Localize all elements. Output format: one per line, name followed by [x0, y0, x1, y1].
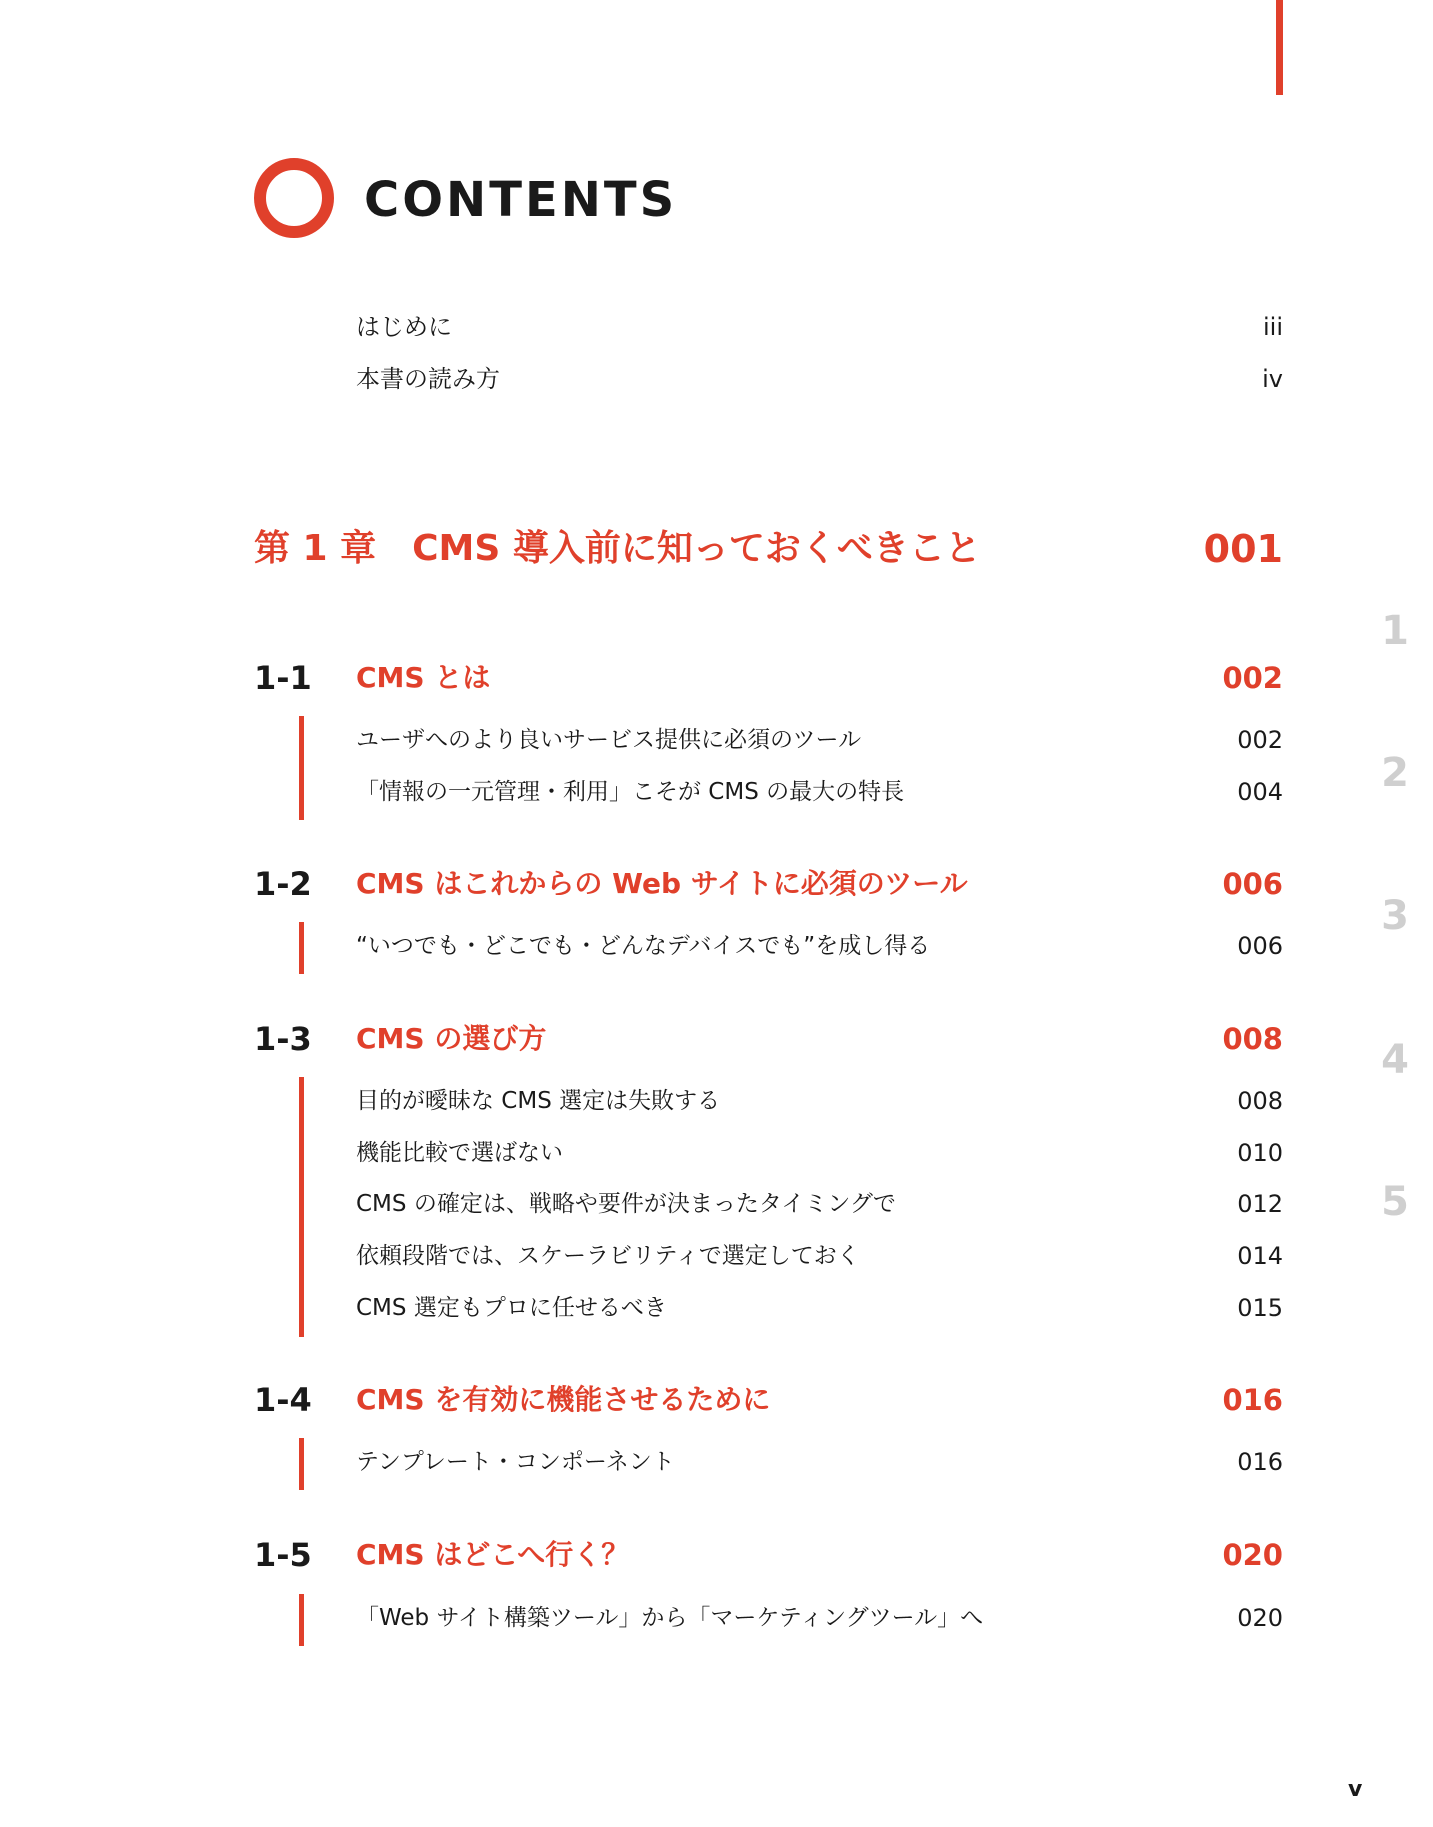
- chapter-tab-5[interactable]: 5: [1381, 1179, 1409, 1225]
- toc-item[interactable]: 目的が曖昧な CMS 選定は失敗する: [356, 1088, 721, 1114]
- toc-item[interactable]: 「情報の一元管理・利用」こそが CMS の最大の特長: [356, 779, 905, 805]
- toc-item-page: 012: [1237, 1190, 1283, 1218]
- section-bar: [299, 1077, 304, 1337]
- section-title[interactable]: CMS はどこへ行く？: [356, 1538, 630, 1571]
- toc-item-page: 015: [1237, 1294, 1283, 1322]
- chapter-tab-4[interactable]: 4: [1381, 1037, 1409, 1083]
- toc-item-page: 014: [1237, 1242, 1283, 1270]
- section-bar: [299, 716, 304, 820]
- section-title[interactable]: CMS とは: [356, 661, 491, 694]
- page-title: CONTENTS: [364, 172, 678, 228]
- section-page: 006: [1222, 867, 1283, 901]
- section-number: 1-1: [254, 659, 312, 697]
- chapter-tab-3[interactable]: 3: [1381, 893, 1409, 939]
- toc-item-page: 020: [1237, 1604, 1283, 1632]
- chapter-tab-1[interactable]: 1: [1381, 608, 1409, 654]
- toc-item-page: 002: [1237, 726, 1283, 754]
- toc-item[interactable]: 機能比較で選ばない: [356, 1140, 563, 1166]
- preface-page: iv: [1262, 365, 1283, 393]
- section-number: 1-5: [254, 1536, 312, 1574]
- toc-item[interactable]: CMS の確定は、戦略や要件が決まったタイミングで: [356, 1191, 896, 1217]
- section-title[interactable]: CMS はこれからの Web サイトに必須のツール: [356, 867, 968, 900]
- section-number: 1-4: [254, 1381, 312, 1419]
- toc-item-page: 010: [1237, 1139, 1283, 1167]
- section-bar: [299, 1594, 304, 1646]
- toc-item[interactable]: ユーザへのより良いサービス提供に必須のツール: [356, 727, 862, 753]
- chapter-tab-2[interactable]: 2: [1381, 750, 1409, 796]
- section-title[interactable]: CMS の選び方: [356, 1022, 547, 1055]
- section-page: 016: [1222, 1383, 1283, 1417]
- toc-item[interactable]: “いつでも・どこでも・どんなデバイスでも”を成し得る: [356, 933, 931, 959]
- section-number: 1-3: [254, 1020, 312, 1058]
- ring-icon: [254, 158, 334, 238]
- toc-item-page: 008: [1237, 1087, 1283, 1115]
- top-accent-bar: [1276, 0, 1283, 95]
- section-page: 020: [1222, 1538, 1283, 1572]
- chapter-page: 001: [1203, 527, 1283, 571]
- section-bar: [299, 1438, 304, 1490]
- toc-item[interactable]: 依頼段階では、スケーラビリティで選定しておく: [356, 1243, 860, 1269]
- preface-page: iii: [1262, 313, 1283, 341]
- section-number: 1-2: [254, 865, 312, 903]
- toc-item[interactable]: テンプレート・コンポーネント: [356, 1449, 675, 1475]
- toc-item[interactable]: 「Web サイト構築ツール」から「マーケティングツール」へ: [356, 1605, 984, 1631]
- section-page: 002: [1222, 661, 1283, 695]
- preface-item[interactable]: 本書の読み方: [356, 365, 500, 393]
- page-number: v: [1348, 1777, 1363, 1802]
- chapter-title[interactable]: 第 1 章 CMS 導入前に知っておくべきこと: [254, 528, 981, 569]
- toc-item-page: 004: [1237, 778, 1283, 806]
- toc-item-page: 006: [1237, 932, 1283, 960]
- section-title[interactable]: CMS を有効に機能させるために: [356, 1383, 771, 1416]
- section-bar: [299, 922, 304, 974]
- preface-item[interactable]: はじめに: [356, 313, 452, 341]
- section-page: 008: [1222, 1022, 1283, 1056]
- toc-item-page: 016: [1237, 1448, 1283, 1476]
- toc-item[interactable]: CMS 選定もプロに任せるべき: [356, 1295, 667, 1321]
